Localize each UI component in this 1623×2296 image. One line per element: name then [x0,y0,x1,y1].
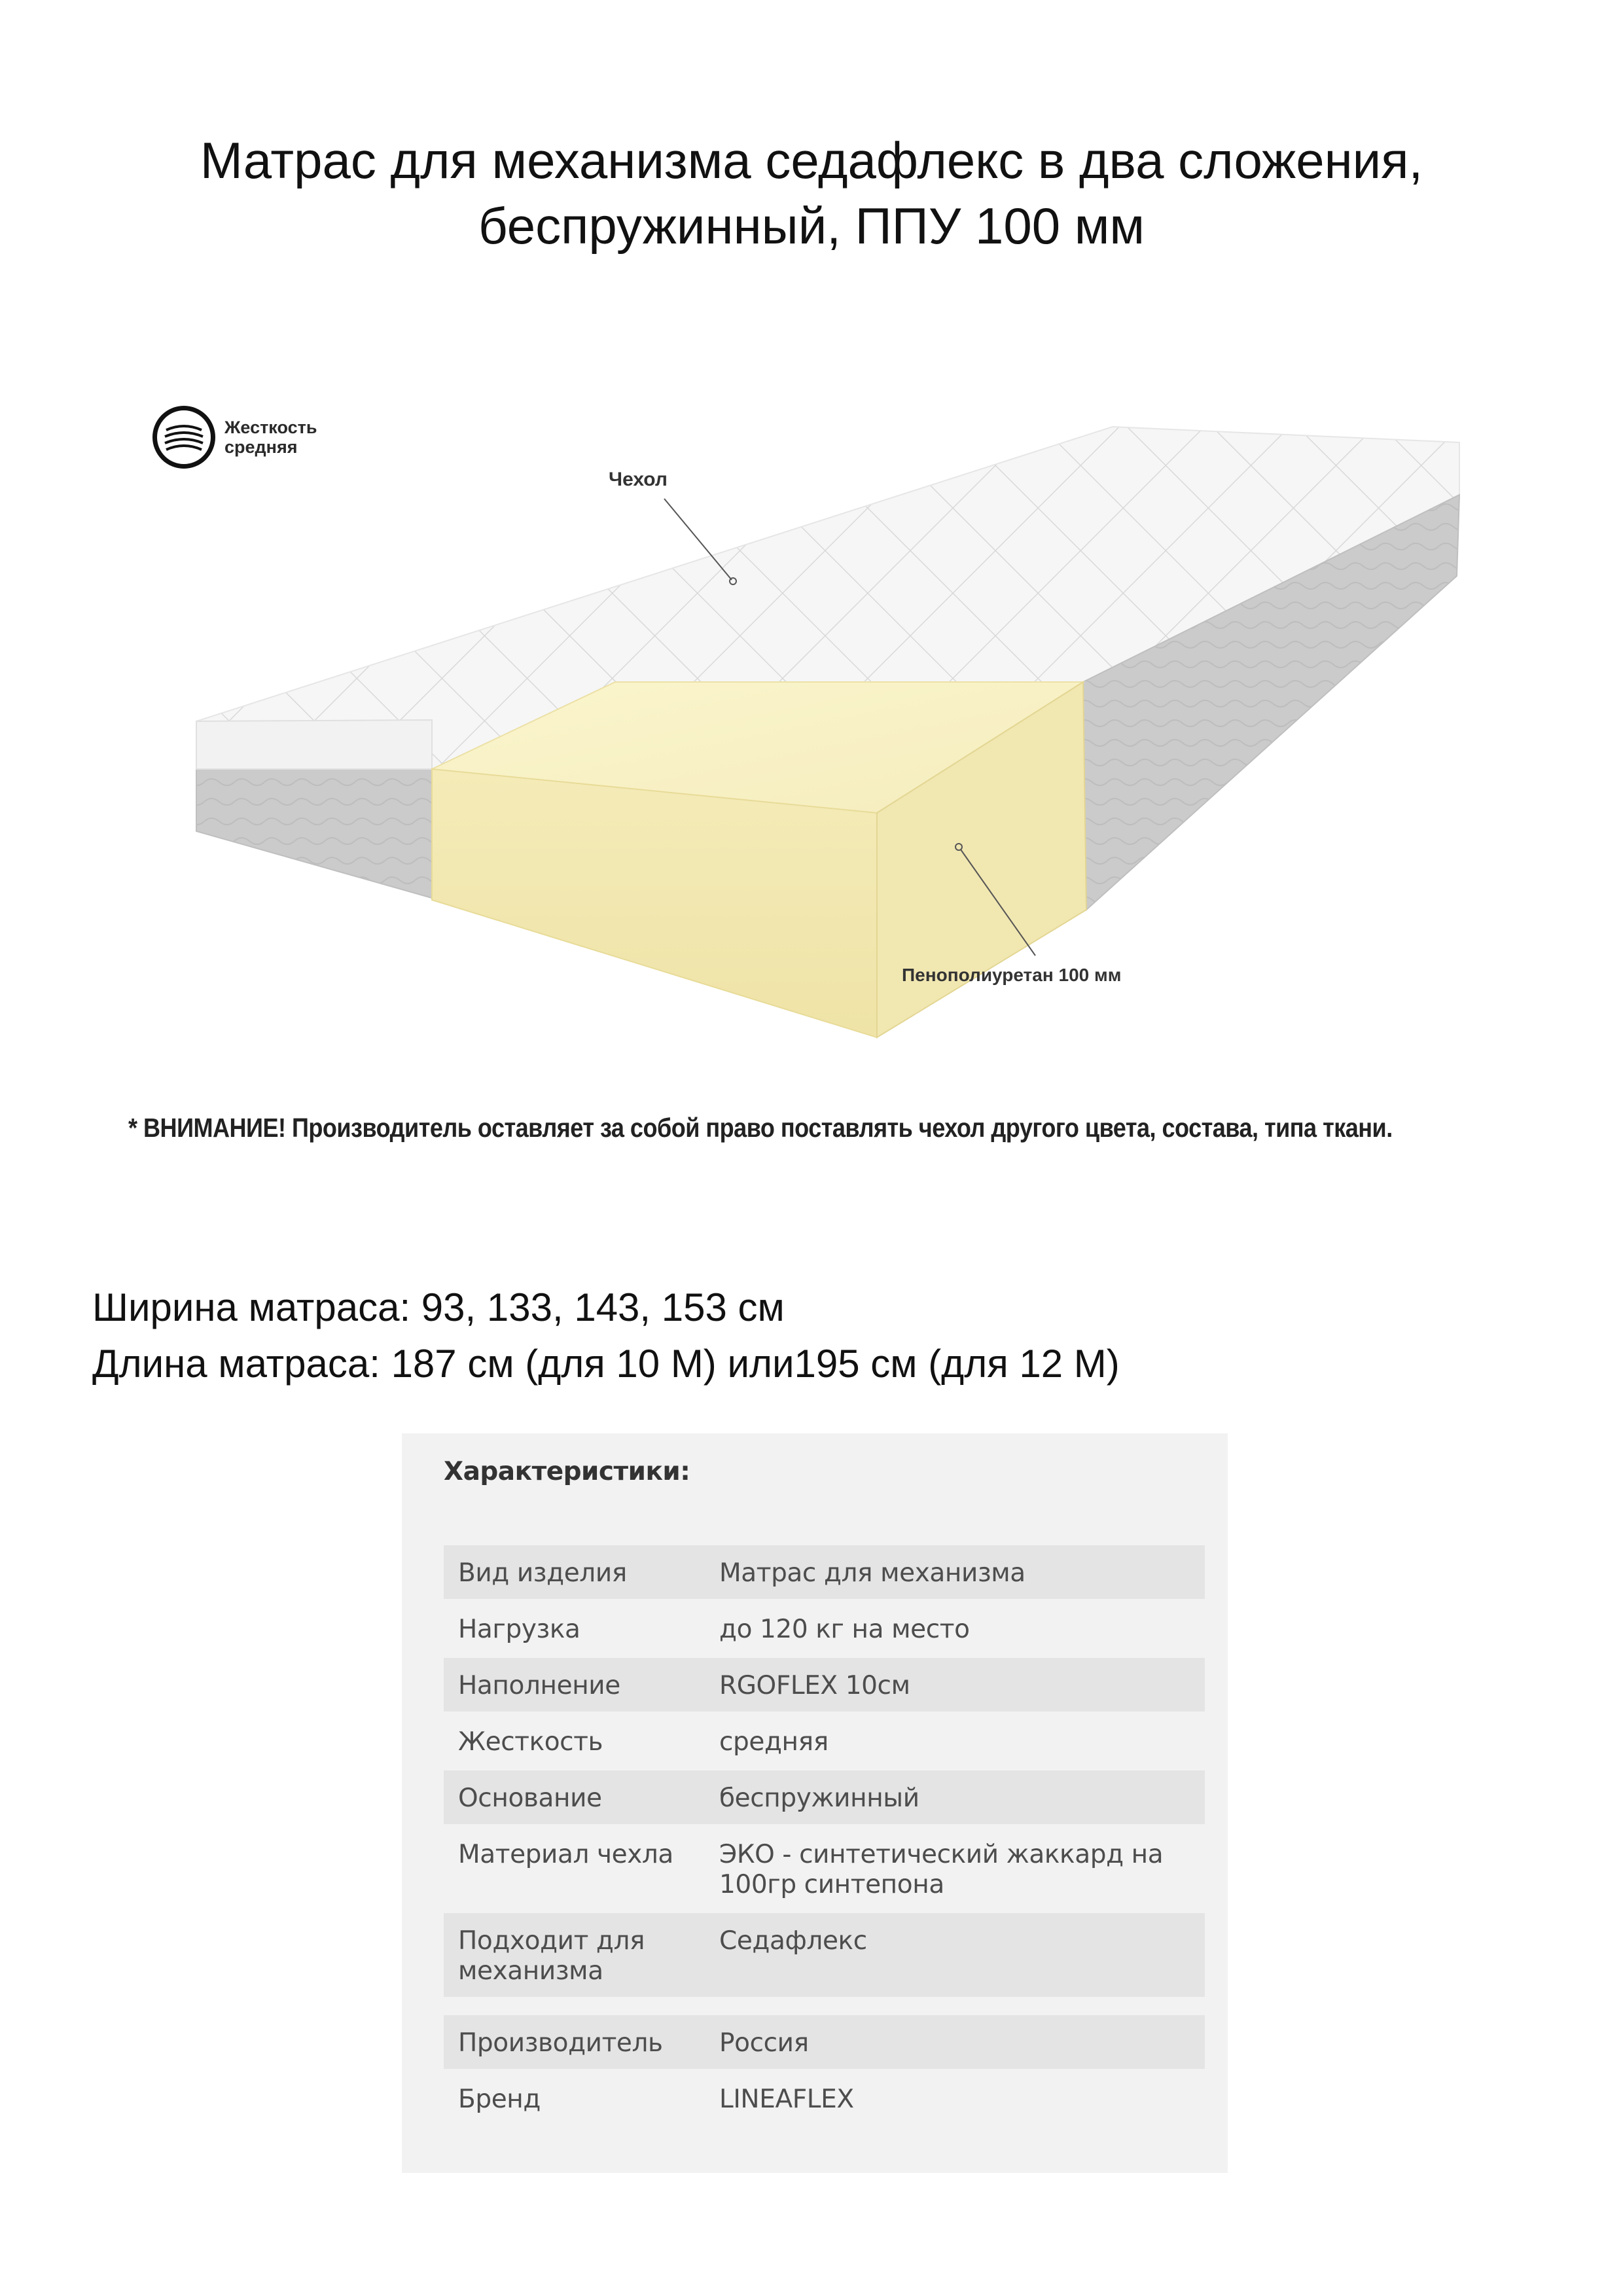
callout-foam: Пенополиуретан 100 мм [902,965,1122,985]
spec-value: Седафлекс [705,1913,1205,1997]
table-row [444,1602,1205,1655]
spec-key: Производитель [444,2015,705,2069]
width-line: Ширина матраса: 93, 133, 143, 153 см [92,1285,785,1329]
table-row [444,2015,1205,2069]
spec-value: средняя [705,1714,1205,1768]
foam-front [432,769,877,1037]
spec-key: Материал чехла [444,1827,705,1910]
table-row [444,1658,1205,1712]
specs-table [444,1543,1205,2128]
table-row [444,2072,1205,2125]
warning-notice: * ВНИМАНИЕ! Производитель оставляет за собой право поставлять чехол другого цвета, состава, типа ткани. [128,1113,1393,1143]
spec-key: Основание [444,1770,705,1824]
cover-end-top [196,720,432,769]
dimensions-block [92,1280,1120,1392]
spec-key: Жесткость [444,1714,705,1768]
spec-value: ЭКО - синтетический жаккард на 100гр синтепона [705,1827,1205,1910]
spec-value: беспружинный [705,1770,1205,1824]
spec-key: Вид изделия [444,1545,705,1599]
specs-panel [402,1433,1228,2173]
stiffness-icon [152,406,215,469]
stiffness-label-line-2: средняя [224,437,298,457]
table-row [444,1545,1205,1599]
spec-key: Наполнение [444,1658,705,1712]
spec-value: Россия [705,2015,1205,2069]
stiffness-label-line-1: Жесткость [224,418,317,437]
spec-value: RGOFLEX 10см [705,1658,1205,1712]
table-spacer [444,2000,1205,2013]
spec-value: до 120 кг на место [705,1602,1205,1655]
cover-end-left [196,769,432,898]
title-line-2: беспружинный, ППУ 100 мм [478,197,1145,255]
specs-heading: Характеристики: [444,1457,690,1486]
spec-value: Матрас для механизма [705,1545,1205,1599]
callout-cover: Чехол [609,469,668,490]
spec-value: LINEAFLEX [705,2072,1205,2125]
spec-key: Нагрузка [444,1602,705,1655]
page-title [0,128,1623,259]
stiffness-badge [152,406,317,469]
table-row [444,1913,1205,1997]
title-line-1: Матрас для механизма седафлекс в два сложения, [200,132,1423,189]
spec-key: Бренд [444,2072,705,2125]
table-row [444,1770,1205,1824]
spec-key: Подходит для механизма [444,1913,705,1997]
length-line: Длина матраса: 187 см (для 10 М) или195 см (для 12 М) [92,1342,1120,1386]
mattress-illustration [144,380,1525,1073]
table-row [444,1827,1205,1910]
stiffness-label [224,418,317,457]
table-row [444,1714,1205,1768]
mattress-drawing [144,380,1525,1073]
